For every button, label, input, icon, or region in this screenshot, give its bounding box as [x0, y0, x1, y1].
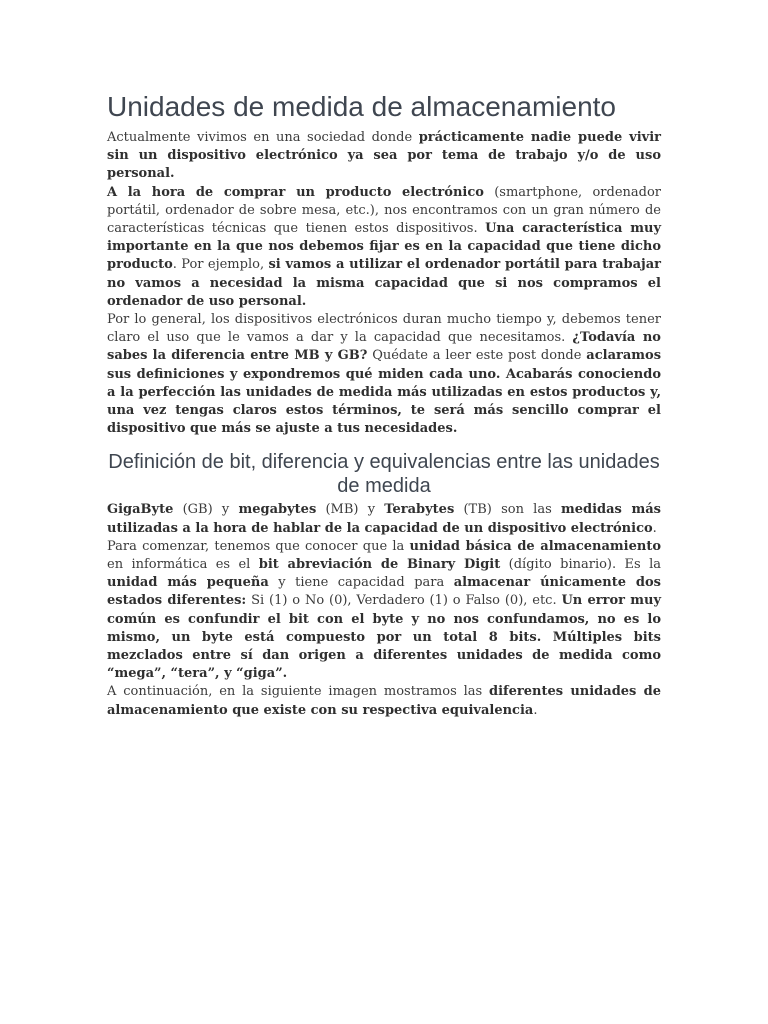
text-run: . — [533, 702, 538, 718]
text-run: . Por ejemplo, — [172, 257, 269, 273]
paragraph-1 — [107, 129, 661, 184]
text-run: (dígito binario). Es la — [500, 557, 661, 573]
bold-text-run: medidas más utilizadas a la hora de hablar de la capacidad de un dispositivo electrónico — [107, 502, 661, 536]
section-heading: Definición de bit, diferencia y equivalencias entre las unidades de medida — [108, 451, 660, 498]
bold-text-run: A la hora de comprar un producto electrónico — [107, 184, 484, 200]
bold-text-run: prácticamente nadie puede vivir sin un dispositivo electrónico ya sea por tema de trabajo y/o de uso personal. — [107, 130, 661, 182]
bold-text-run: Terabytes — [384, 502, 455, 518]
bold-text-run: diferentes unidades de almacenamiento que existe con su respectiva equivalencia — [107, 684, 661, 718]
text-run: Para comenzar, tenemos que conocer que la — [107, 538, 410, 554]
paragraph-2 — [107, 184, 661, 311]
text-run: Por lo general, los dispositivos electrónicos duran mucho tiempo y, debemos tener claro el uso que le vamos a dar y la capacidad que necesitamos. — [107, 312, 661, 346]
text-run: (GB) y — [173, 502, 239, 518]
bold-text-run: Un error muy común es confundir el bit con el byte y no nos confundamos, no es lo mismo, un byte está compuesto por un total 8 bits. Múltiples bits mezclados entre sí dan origen a diferentes unidades de medida como “mega”, “tera”, y “giga”. — [107, 593, 662, 682]
paragraph-6 — [107, 683, 661, 719]
bold-text-run: unidad básica de almacenamiento — [409, 538, 662, 554]
text-run: Quédate a leer este post donde — [367, 348, 587, 364]
document-body — [107, 90, 661, 720]
paragraph-4 — [107, 501, 661, 537]
bold-text-run: si vamos a utilizar el ordenador portátil para trabajar no vamos a necesidad la misma capacidad que si nos compramos el ordenador de uso personal. — [107, 257, 661, 309]
text-run: . — [652, 520, 657, 536]
text-run: y tiene capacidad para — [268, 575, 454, 591]
bold-text-run: unidad más pequeña — [107, 575, 269, 591]
bold-text-run: ¿Todavía no sabes la diferencia entre MB y GB? — [107, 330, 661, 364]
page-title: Unidades de medida de almacenamiento — [107, 91, 616, 122]
bold-text-run: aclaramos sus definiciones y expondremos qué miden cada uno. Acabarás conociendo a la perfección las unidades de medida más utilizadas en estos productos y, una vez tengas claros estos términos, te será más sencillo comprar el dispositivo que más se ajuste a tus necesidades. — [107, 348, 662, 437]
text-run: Actualmente vivimos en una sociedad donde — [107, 130, 419, 145]
text-run: (TB) son las — [454, 502, 561, 518]
text-run: A continuación, en la siguiente imagen mostramos las — [107, 684, 490, 700]
bold-text-run: GigaByte — [107, 502, 174, 518]
text-run: (MB) y — [316, 502, 385, 518]
paragraph-3 — [107, 311, 661, 438]
bold-text-run: almacenar únicamente dos estados diferentes: — [107, 575, 661, 609]
bold-text-run: megabytes — [238, 502, 317, 518]
bold-text-run: bit abreviación de Binary Digit — [258, 557, 501, 573]
bold-text-run: Una característica muy importante en la que nos debemos fijar es en la capacidad que tiene dicho producto — [107, 221, 661, 273]
text-run: Si (1) o No (0), Verdadero (1) o Falso (0), etc. — [246, 593, 562, 609]
paragraph-5 — [107, 538, 661, 684]
text-run: en informática es el — [107, 557, 259, 573]
text-run: (smartphone, ordenador portátil, ordenador de sobre mesa, etc.), nos encontramos con un gran número de características técnicas que tienen estos dispositivos. — [107, 184, 661, 237]
